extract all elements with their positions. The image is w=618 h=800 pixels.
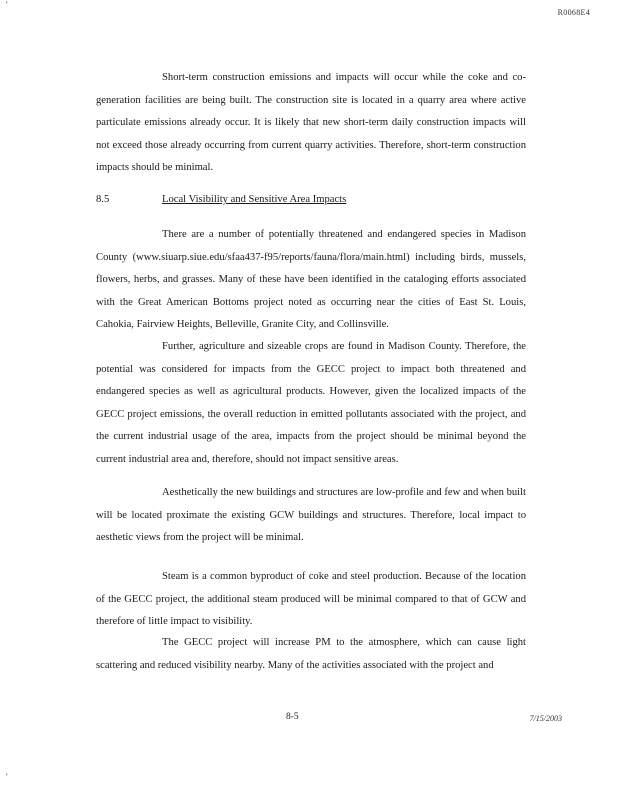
scan-corner-mark: ' (6, 0, 8, 10)
footer-date: 7/15/2003 (529, 714, 562, 723)
paragraph-agriculture: Further, agriculture and sizeable crops are found in Madison County. Therefore, the potential was considered for impacts from the GECC project to impact both threatened and endangered species as well as agricultural products. However, given the localized impacts of the GECC project emissions, the overall reduction in emitted pollutants associated with the project, and the current industrial usage of the area, impacts from the project should be minimal beyond the current industrial area and, therefore, should not impact sensitive areas. (96, 341, 526, 465)
paragraph-endangered-species: There are a number of potentially threatened and endangered species in Madison County (www.siuarp.siue.edu/sfaa437-f95/reports/fauna/flora/main.html) including birds, mussels, flowers, herbs, and grasses. Many of these have been identified in the cataloging efforts associated with the Great American Bottoms project noted as occurring near the cities of East St. Louis, Cahokia, Fairview Heights, Belleville, Granite City, and Collinsville. (96, 229, 526, 330)
paragraph-steam: Steam is a common byproduct of coke and steel production. Because of the location of the GECC project, the additional steam produced will be minimal compared to that of GCW and therefore of little impact to visibility. (96, 571, 526, 627)
paragraph-particulate-matter: The GECC project will increase PM to the atmosphere, which can cause light scattering and reduced visibility nearby. Many of the activities associated with the project and (96, 637, 526, 671)
paragraph-aesthetics: Aesthetically the new buildings and structures are low-profile and few and when built will be located proximate the existing GCW buildings and structures. Therefore, local impact to aesthetic views from the project will be minimal. (96, 487, 526, 543)
scan-side-mark: ' (6, 772, 8, 782)
section-number: 8.5 (96, 194, 110, 205)
page-number: 8-5 (286, 712, 299, 722)
document-code: R0068E4 (557, 8, 590, 17)
section-title: Local Visibility and Sensitive Area Impacts (162, 194, 347, 205)
paragraph-construction-emissions: Short-term construction emissions and impacts will occur while the coke and co-generation facilities are being built. The construction site is located in a quarry area where active particulate emissions already occur. It is likely that new short-term daily construction impacts will not exceed those already occurring from current quarry activities. Therefore, short-term construction impacts should be minimal. (96, 72, 526, 173)
